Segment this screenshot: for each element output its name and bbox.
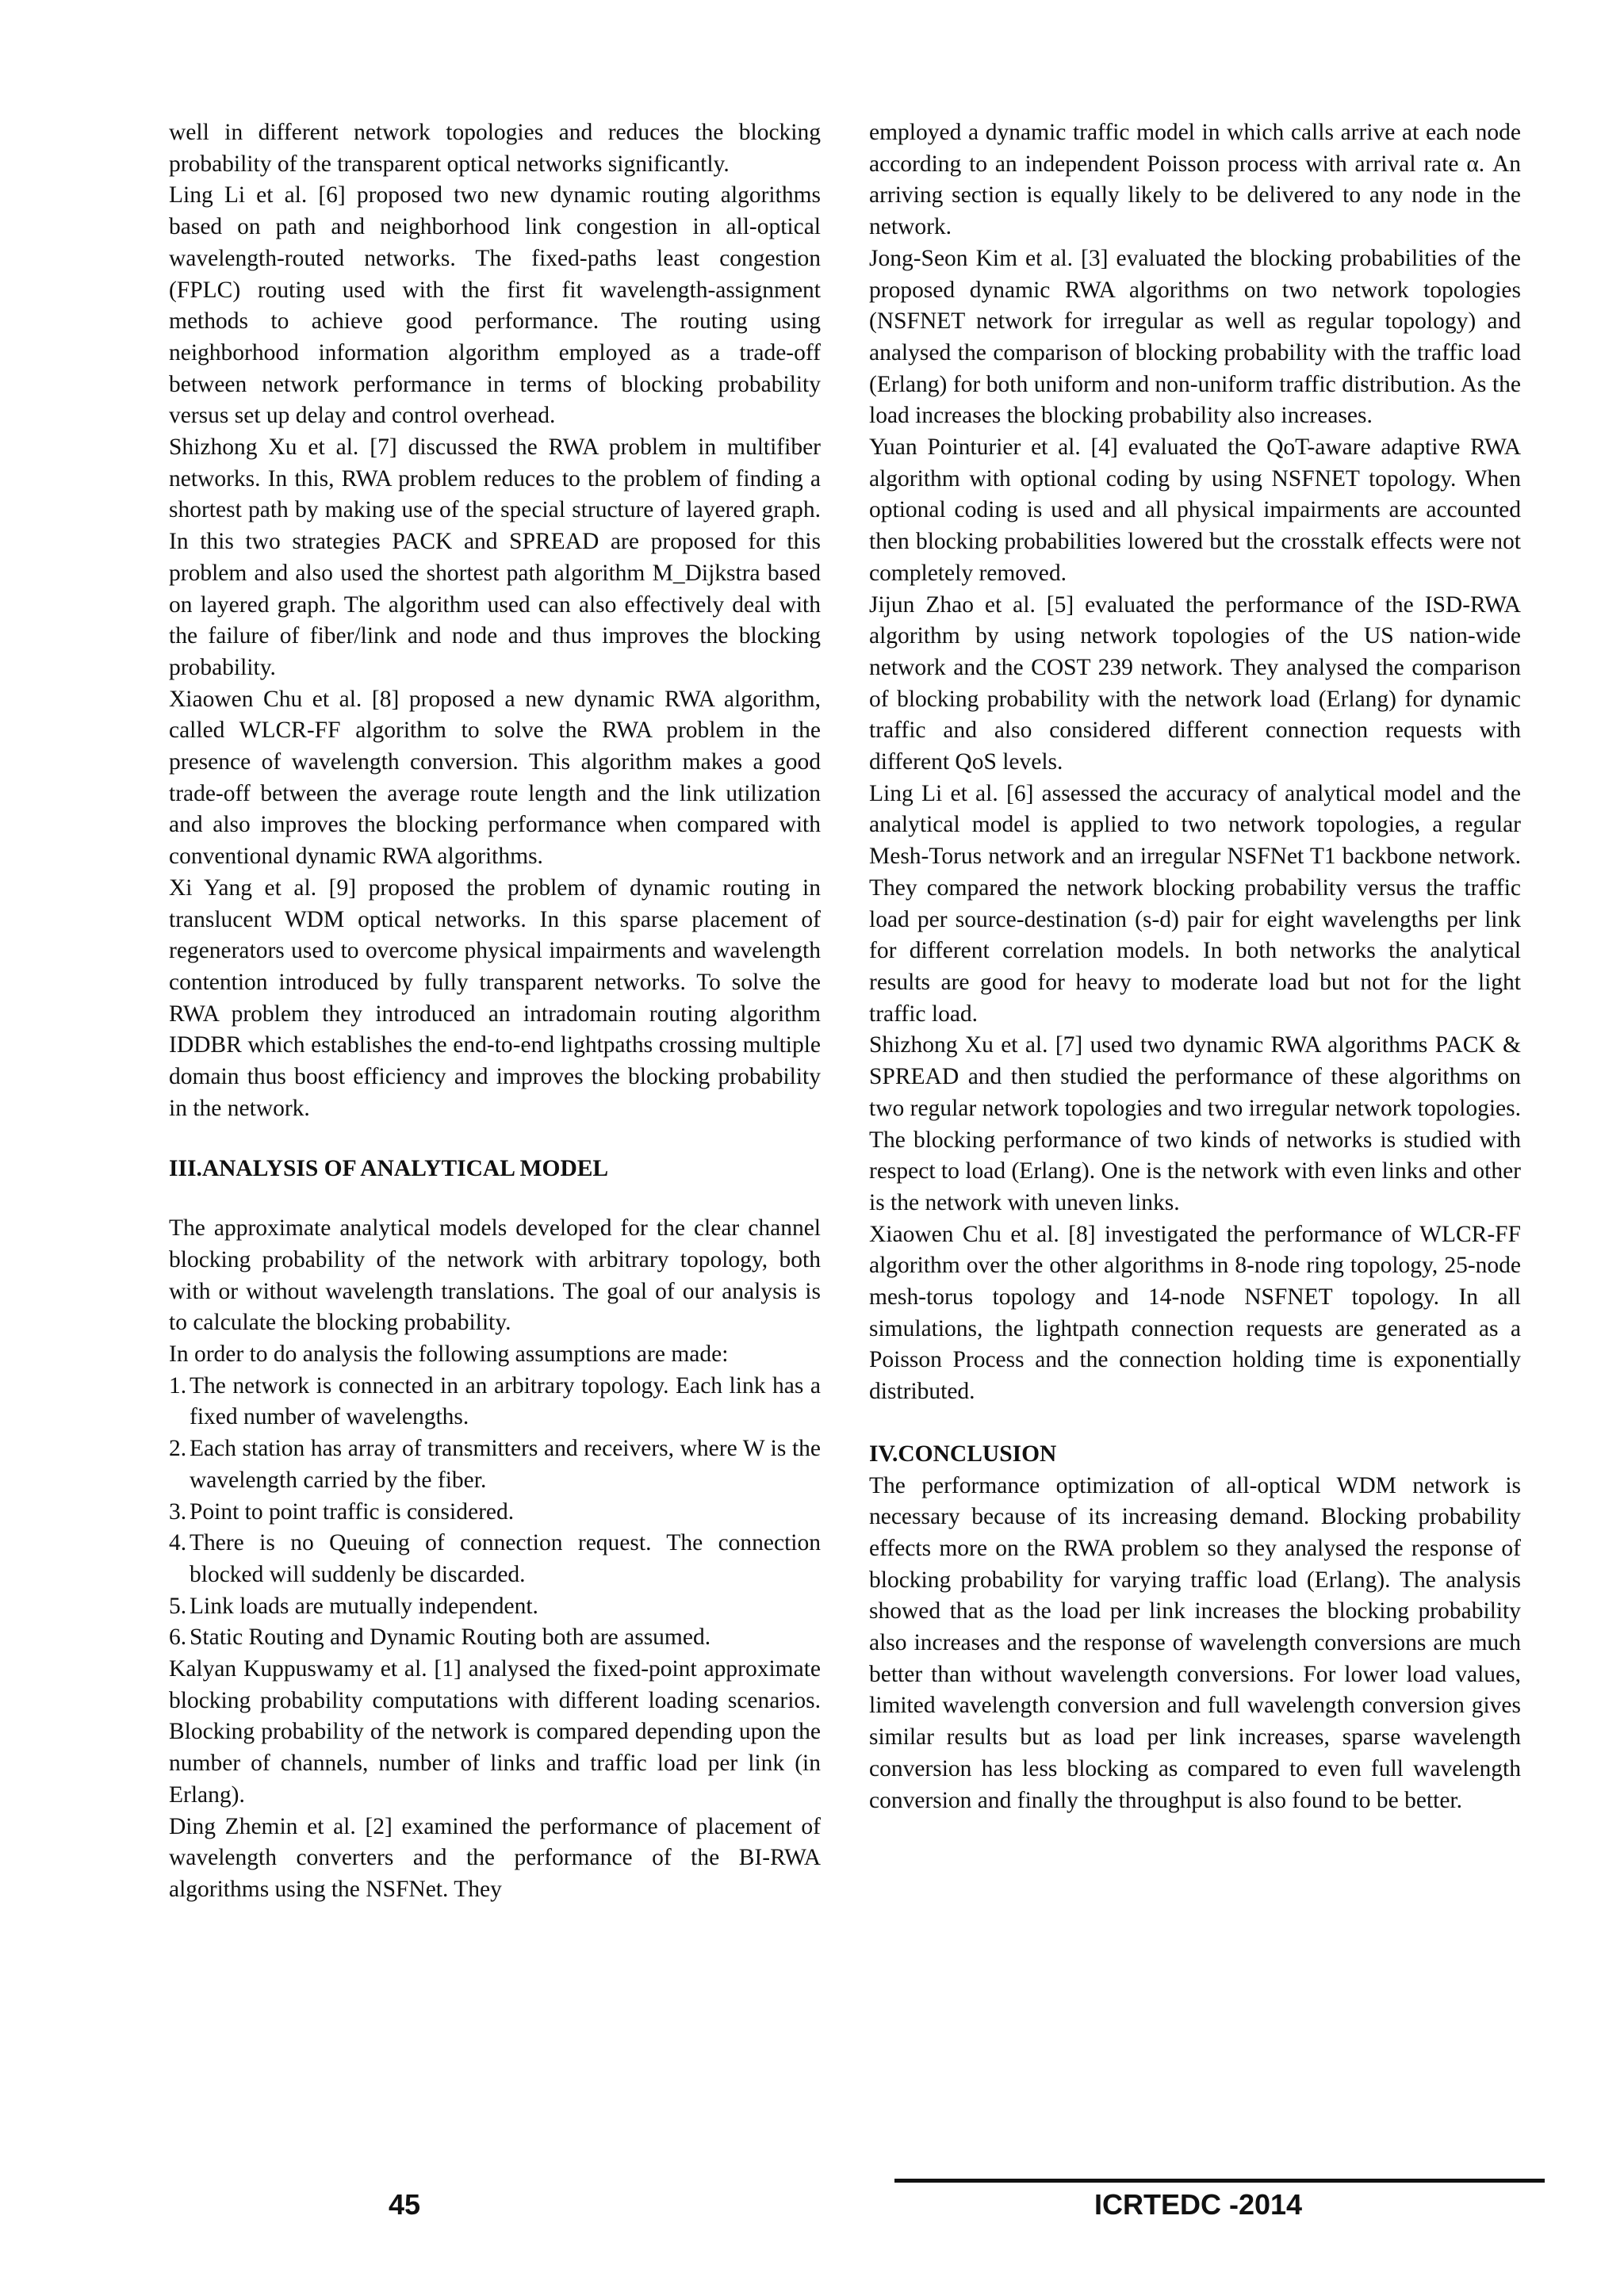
- list-item-number: 5.: [169, 1593, 187, 1619]
- paragraph-right-2: Jong-Seon Kim et al. [3] evaluated the blocking probabilities of the proposed dynamic RWA algorithms on two network topologies (NSFNET network for irregular as well as regular topology) and analysed the comparison of blocking probability with the traffic load (Erlang) for both uniform and non-uniform traffic distribution. As the load increases the blocking probability also increases.: [869, 245, 1521, 429]
- conference-label: ICRTEDC -2014: [1094, 2188, 1303, 2221]
- list-item-number: 3.: [169, 1498, 187, 1525]
- paragraph-kuppuswamy: Kalyan Kuppuswamy et al. [1] analysed the fixed-point approximate blocking probability computations with different loading scenarios. Blocking probability of the network is compared depending upon the number of channels, number of links and traffic load per link (in Erlang).: [169, 1656, 821, 1808]
- assumptions-list: [169, 1371, 821, 1654]
- list-item: [169, 1433, 821, 1496]
- list-item-text: The network is connected in an arbitrary topology. Each link has a fixed number of wavelengths.: [190, 1372, 821, 1430]
- list-item-text: Each station has array of transmitters and receivers, where W is the wavelength carried by the fiber.: [190, 1436, 821, 1493]
- paragraph-assumptions-lead: In order to do analysis the following assumptions are made:: [169, 1341, 729, 1368]
- section-heading-conclusion: IV.CONCLUSION: [869, 1441, 1057, 1467]
- paragraph-right-4: Jijun Zhao et al. [5] evaluated the performance of the ISD-RWA algorithm by using network topologies of the US nation-wide network and the COST 239 network. They analysed the comparison of blocking probability with the network load (Erlang) for dynamic traffic and also considered different connection requests with different QoS levels.: [869, 591, 1521, 775]
- right-column: [869, 117, 1521, 1816]
- paragraph-right-6: Shizhong Xu et al. [7] used two dynamic RWA algorithms PACK & SPREAD and then studied the performance of these algorithms on two regular network topologies and two irregular network topologies. The blocking performance of two kinds of networks is studied with respect to load (Erlang). One is the network with even links and other is the network with uneven links.: [869, 1032, 1521, 1215]
- paragraph-right-7: Xiaowen Chu et al. [8] investigated the performance of WLCR-FF algorithm over the other algorithms in 8-node ring topology, 25-node mesh-torus topology and 14-node NSFNET topology. In all simulations, the lightpath connection requests are generated as a Poisson Process and the connection holding time is exponentially distributed.: [869, 1221, 1521, 1405]
- list-item-number: 2.: [169, 1436, 187, 1462]
- list-item-number: 1.: [169, 1372, 187, 1399]
- paragraph-left-5: Xi Yang et al. [9] proposed the problem of dynamic routing in translucent WDM optical networks. In this sparse placement of regenerators used to overcome physical impairments and wavelength contention introduced by fully transparent networks. To solve the RWA problem they introduced an intradomain routing algorithm IDDBR which establishes the end-to-end lightpaths crossing multiple domain thus boost efficiency and improves the blocking probability in the network.: [169, 874, 821, 1121]
- paragraph-right-5: Ling Li et al. [6] assessed the accuracy of analytical model and the analytical model is applied to two network topologies, a regular Mesh-Torus network and an irregular NSFNet T1 backbone network. They compared the network blocking probability versus the traffic load per source-destination (s-d) pair for eight wavelengths per link for different correlation models. In both networks the analytical results are good for heavy to moderate load but not for the light traffic load.: [869, 780, 1521, 1027]
- paragraph-left-2: Ling Li et al. [6] proposed two new dynamic routing algorithms based on path and neighborhood link congestion in all-optical wavelength-routed networks. The fixed-paths least congestion (FPLC) routing used with the first fit wavelength-assignment methods to achieve good performance. The routing using neighborhood information algorithm employed as a trade-off between network performance in terms of blocking probability versus set up delay and control overhead.: [169, 182, 821, 429]
- paragraph-analysis-intro: The approximate analytical models developed for the clear channel blocking probability of the network with arbitrary topology, both with or without wavelength translations. The goal of our analysis is to calculate the blocking probability.: [169, 1215, 821, 1336]
- list-item: [169, 1528, 821, 1590]
- paragraph-right-3: Yuan Pointurier et al. [4] evaluated the QoT-aware adaptive RWA algorithm with optional coding by using NSFNET topology. When optional coding is used and all physical impairments are accounted then blocking probabilities lowered but the crosstalk effects were not completely removed.: [869, 434, 1521, 586]
- list-item-text: Point to point traffic is considered.: [190, 1498, 515, 1525]
- section-heading-analysis: III.ANALYSIS OF ANALYTICAL MODEL: [169, 1155, 609, 1181]
- paragraph-right-1: employed a dynamic traffic model in which calls arrive at each node according to an independent Poisson process with arrival rate α. An arriving section is equally likely to be delivered to any node in the network.: [869, 120, 1521, 240]
- list-item-text: Static Routing and Dynamic Routing both are assumed.: [190, 1624, 711, 1651]
- list-item-number: 4.: [169, 1530, 187, 1556]
- list-item-text: There is no Queuing of connection request. The connection blocked will suddenly be discarded.: [190, 1530, 821, 1587]
- list-item: [169, 1371, 821, 1433]
- paragraph-left-1: well in different network topologies and reduces the blocking probability of the transparent optical networks significantly.: [169, 120, 821, 177]
- list-item-number: 6.: [169, 1624, 187, 1651]
- list-item: [169, 1497, 821, 1529]
- page-number: 45: [389, 2188, 421, 2221]
- list-item: [169, 1622, 821, 1654]
- paragraph-left-4: Xiaowen Chu et al. [8] proposed a new dynamic RWA algorithm, called WLCR-FF algorithm to solve the RWA problem in the presence of wavelength conversion. This algorithm makes a good trade-off between the average route length and the link utilization and also improves the blocking performance when compared with conventional dynamic RWA algorithms.: [169, 686, 821, 870]
- paragraph-conclusion: The performance optimization of all-optical WDM network is necessary because of its increasing demand. Blocking probability effects more on the RWA problem so they analysed the response of blocking probability for varying traffic load (Erlang). The analysis showed that as the load per link increases the blocking probability also increases and the response of wavelength conversions are much better than without wavelength conversions. For lower load values, limited wavelength conversion and full wavelength conversion gives similar results but as load per link increases, sparse wavelength conversion has less blocking as compared to even full wavelength conversion and finally the throughput is also found to be better.: [869, 1472, 1521, 1813]
- list-item-text: Link loads are mutually independent.: [190, 1593, 538, 1619]
- left-column: [169, 117, 821, 1906]
- list-item: [169, 1591, 821, 1623]
- paragraph-left-3: Shizhong Xu et al. [7] discussed the RWA problem in multifiber networks. In this, RWA problem reduces to the problem of finding a shortest path by making use of the special structure of layered graph. In this two strategies PACK and SPREAD are proposed for this problem and also used the shortest path algorithm M_Dijkstra based on layered graph. The algorithm used can also effectively deal with the failure of fiber/link and node and thus improves the blocking probability.: [169, 434, 821, 680]
- paragraph-zhemin: Ding Zhemin et al. [2] examined the performance of placement of wavelength converters and the performance of the BI-RWA algorithms using the NSFNet. They: [169, 1813, 821, 1902]
- footer-divider: [894, 2179, 1545, 2183]
